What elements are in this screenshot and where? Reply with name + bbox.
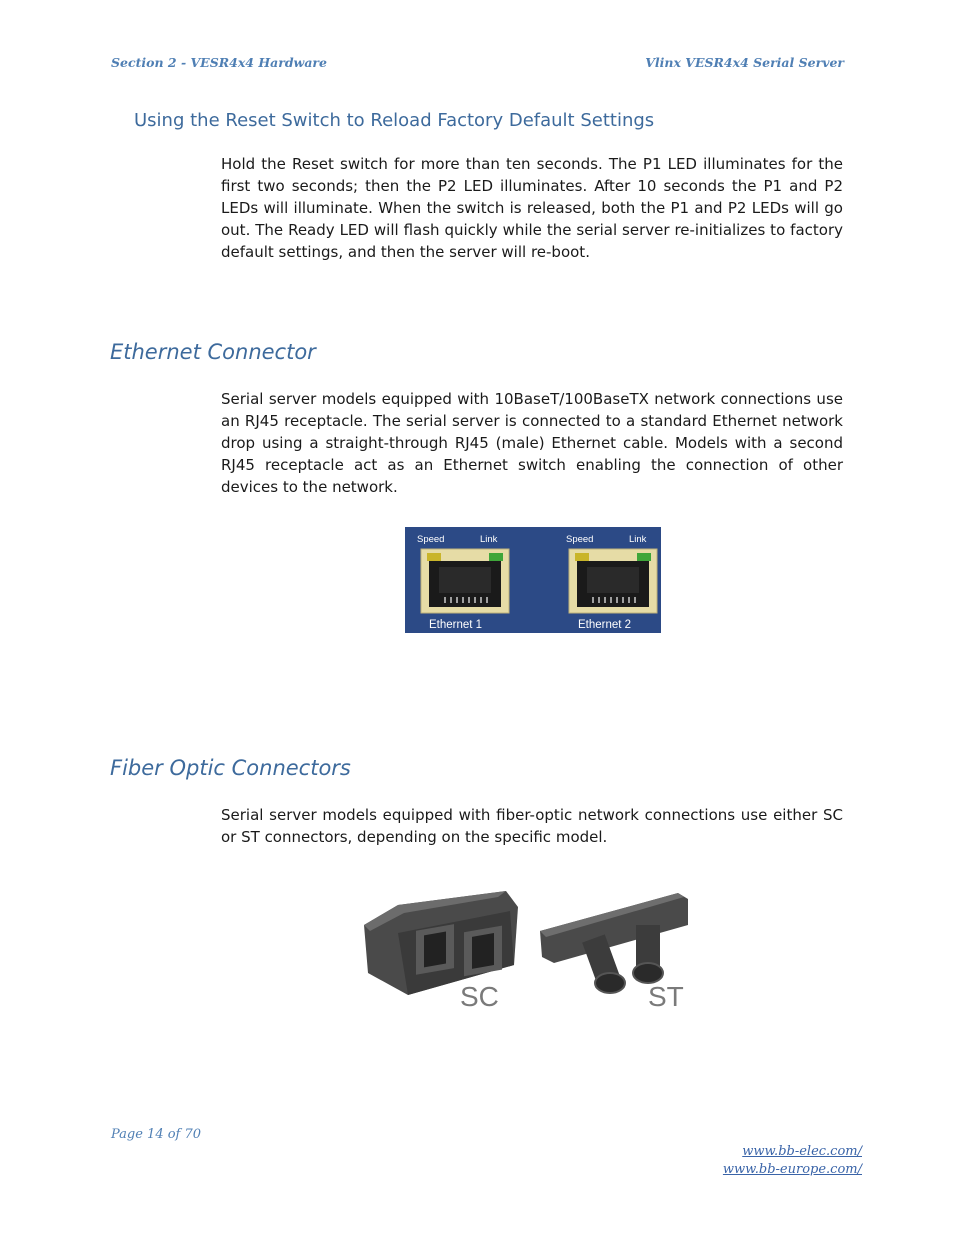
port1-speed-led — [427, 553, 441, 561]
ethernet-ports-image — [405, 527, 661, 633]
reset-switch-heading: Using the Reset Switch to Reload Factory Default Settings — [134, 110, 655, 131]
port2-name-label: Ethernet 2 — [578, 619, 632, 631]
fiber-optic-heading: Fiber Optic Connectors — [110, 756, 351, 780]
st-connector-illustration — [540, 893, 688, 1012]
port2-link-led — [637, 553, 651, 561]
fiber-connectors-image — [358, 885, 694, 1013]
bb-europe-link[interactable]: www.bb-europe.com/ — [722, 1162, 862, 1177]
ethernet-connector-paragraph: Serial server models equipped with 10BaseT/100BaseTX network connections use an RJ45 receptacle. The serial server is connected to a standard Ethernet network drop using a straight-through RJ45 (male) Ethernet cable. Models with a second RJ45 receptacle act as an Ethernet switch enabling the connection of other devices to the network. — [221, 390, 843, 496]
running-header-title: Vlinx VESR4x4 Serial Server — [645, 55, 844, 70]
port1-speed-label: Speed — [417, 534, 445, 545]
sc-connector-illustration — [364, 891, 518, 1012]
reset-switch-paragraph: Hold the Reset switch for more than ten seconds. The P1 LED illuminates for the first two seconds; then the P2 LED illuminates. After 10 seconds the P1 and P2 LEDs will illuminate. When the switch is released, both the P1 and P2 LEDs will go out. The Ready LED will flash quickly while the serial server re-initializes to factory default settings, and then the server will re-boot. — [221, 155, 843, 261]
running-header-section: Section 2 - VESR4x4 Hardware — [111, 55, 327, 70]
fiber-optic-paragraph: Serial server models equipped with fiber-optic network connections use either SC or ST connectors, depending on the specific model. — [221, 806, 843, 846]
port2-speed-label: Speed — [566, 534, 594, 545]
page-number: Page 14 of 70 — [111, 1127, 202, 1142]
sc-label: SC — [460, 981, 499, 1012]
port2-speed-led — [575, 553, 589, 561]
port1-name-label: Ethernet 1 — [429, 619, 483, 631]
port1-link-led — [489, 553, 503, 561]
port2-link-label: Link — [629, 534, 647, 545]
bb-elec-link[interactable]: www.bb-elec.com/ — [742, 1144, 862, 1159]
ethernet-connector-heading: Ethernet Connector — [110, 340, 316, 364]
st-label: ST — [648, 981, 684, 1012]
port1-link-label: Link — [480, 534, 498, 545]
